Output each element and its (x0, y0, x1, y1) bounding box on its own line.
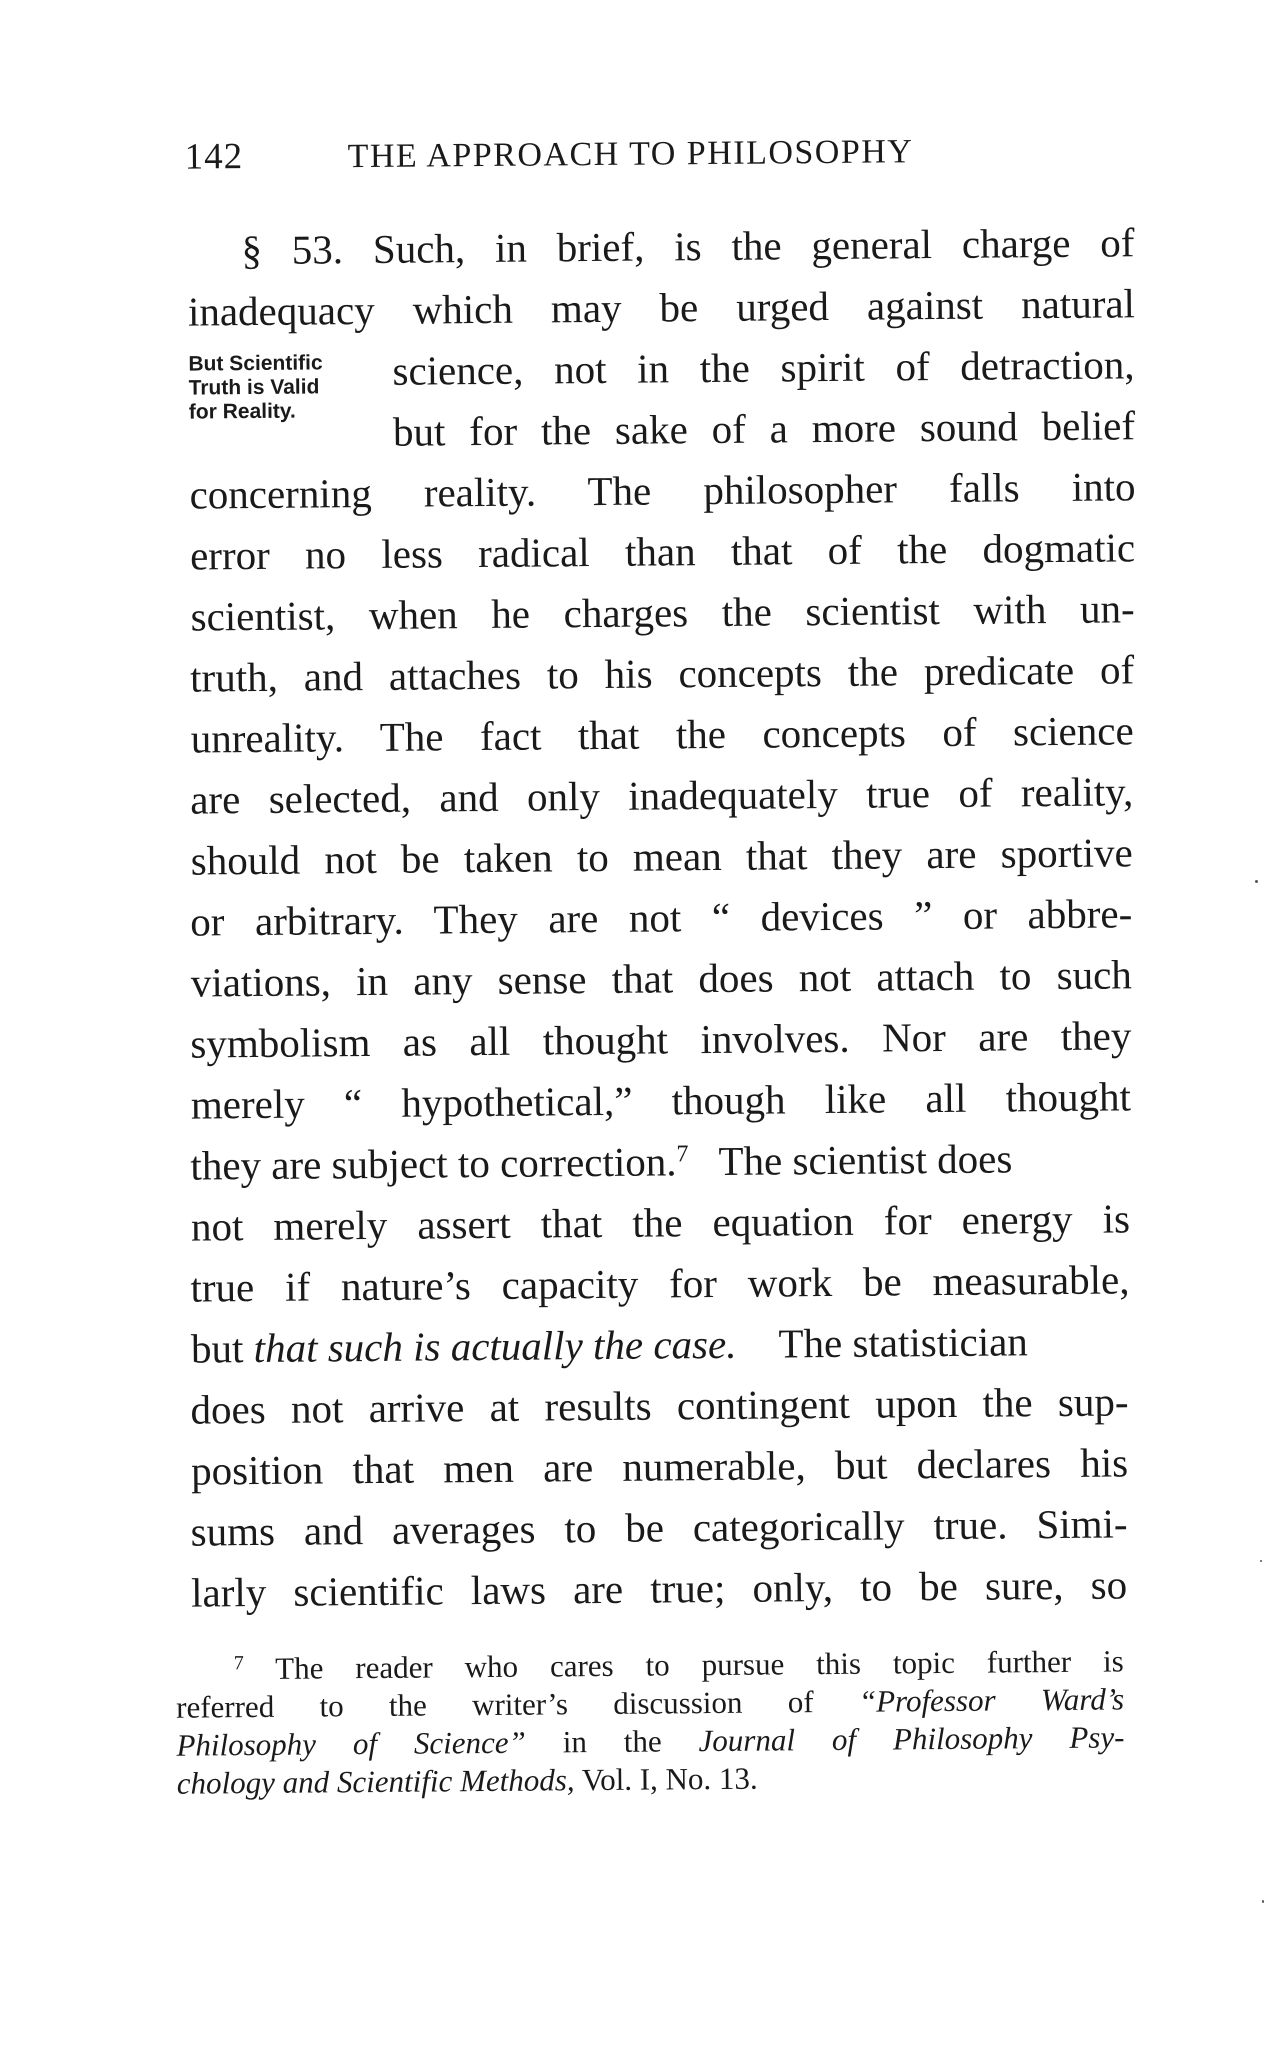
body-line: should not be taken to mean that they are sportive (190, 829, 1133, 884)
footnote-marker: 7 (233, 1652, 244, 1675)
sidenote-line: But Scientific (188, 351, 323, 376)
body-line: sums and averages to be categorically true. Simi- (190, 1500, 1128, 1555)
body-line: inadequacy which may be urged against natural (187, 280, 1136, 335)
body-line: symbolism as all thought involves. Nor are they (190, 1012, 1132, 1067)
page-number: 142 (184, 136, 244, 178)
body-line: they are subject to correction.$^7$ The scientist does (190, 1135, 1013, 1189)
body-line: but for the sake of a more sound belief (392, 402, 1136, 455)
body-line: true if nature’s capacity for work be measurable, (190, 1256, 1130, 1311)
body-line: position that men are numerable, but declares his (190, 1439, 1129, 1494)
body-line: viations, in any sense that does not attach to such (190, 951, 1132, 1006)
body-line: scientist, when he charges the scientist with un- (190, 585, 1135, 640)
footnote-reference[interactable]: 7 (676, 1141, 689, 1168)
sidenote-line: Truth is Valid (188, 375, 320, 400)
footnote-line: referred to the writer’s discussion of “Professor Ward’s (176, 1681, 1125, 1725)
body-line: larly scientific laws are true; only, to be sure, so (190, 1561, 1128, 1616)
paper-speck (1260, 1560, 1262, 1562)
body-line: are selected, and only inadequately true of reality, (190, 768, 1134, 823)
body-line: does not arrive at results contingent upon the sup- (190, 1378, 1129, 1433)
running-header (184, 129, 984, 186)
body-line: truth, and attaches to his concepts the predicate of (189, 646, 1135, 701)
footnote-line: $^7$ The reader who cares to pursue this topic further is (233, 1643, 1124, 1686)
body-line: but that such is actually the case. The statistician (190, 1318, 1028, 1372)
body-line: unreality. The fact that the concepts of science (190, 707, 1134, 762)
body-line: concerning reality. The philosopher falls into (189, 463, 1136, 518)
paper-speck (1255, 880, 1258, 883)
body-line: or arbitrary. They are not “ devices ” or abbre- (190, 890, 1133, 945)
paper-speck (1262, 1900, 1264, 1903)
footnote-line: Philosophy of Science” in the Journal of Philosophy Psy- (176, 1719, 1125, 1763)
margin-sidenote (188, 351, 389, 425)
body-line: error no less radical than that of the dogmatic (189, 524, 1136, 579)
sidenote-line: for Reality. (188, 399, 296, 424)
body-line: science, not in the spirit of detraction, (392, 341, 1135, 394)
body-line: merely “ hypothetical,” though like all thought (190, 1073, 1132, 1128)
footnote-line: chology and Scientific Methods, Vol. I, No. 13. (176, 1760, 758, 1801)
running-title: THE APPROACH TO PHILOSOPHY (347, 133, 914, 176)
body-line: not merely assert that the equation for energy is (190, 1195, 1131, 1250)
italic-emphasis: that such is actually the case. (253, 1320, 737, 1372)
body-line: § 53. Such, in brief, is the general charge of (241, 219, 1135, 274)
